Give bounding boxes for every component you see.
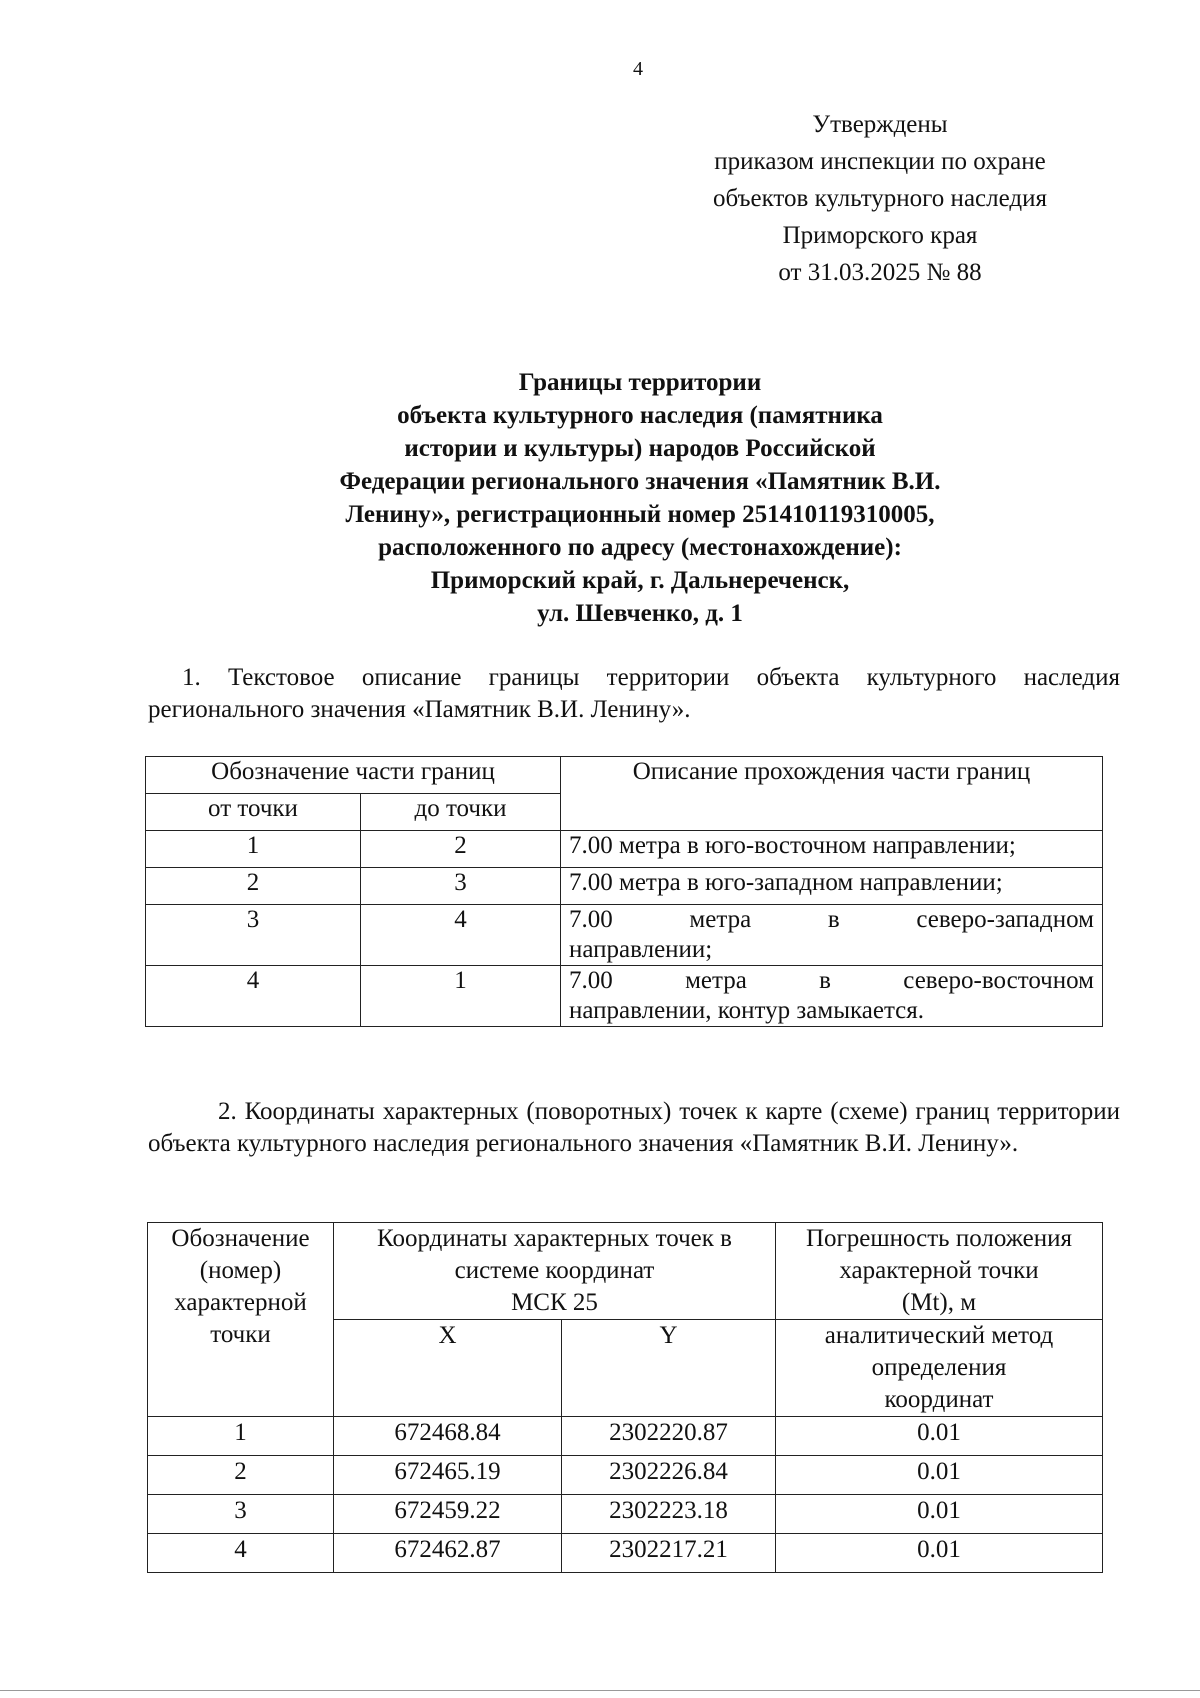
title-line: Границы территории [518,369,762,396]
section2-paragraph [148,1096,1120,1160]
header-method [776,1320,1103,1417]
header-point-id [148,1223,334,1417]
title-line: расположенного по адресу (местонахождение): [378,534,902,561]
section2-text: 2. Координаты характерных (поворотных) точек к карте (схеме) границ территории объекта культурного наследия регионального значения «Памятник В.И. Ленину». [148,1098,1120,1157]
from-point-cell: 2 [146,868,361,905]
approval-line: Приморского края [782,222,978,249]
error-cell: 0.01 [776,1417,1103,1456]
document-title [230,366,1050,630]
desc-cell [561,905,1103,966]
table-row [148,1417,1103,1456]
approval-block [660,106,1100,291]
header-line: (номер) [199,1257,282,1284]
desc-cell [561,966,1103,1027]
error-cell: 0.01 [776,1456,1103,1495]
y-cell: 2302223.18 [562,1495,776,1534]
approval-line: от 31.03.2025 № 88 [778,259,982,286]
point-number-cell: 3 [148,1495,334,1534]
header-error [776,1223,1103,1320]
header-line: определения [871,1354,1007,1381]
boundary-description-table [145,756,1103,1027]
desc-word: северо-западном [916,906,1094,933]
header-line: МСК 25 [511,1289,598,1316]
from-point-cell: 1 [146,831,361,868]
header-line: Погрешность положения [805,1225,1073,1252]
to-point-cell: 1 [361,966,561,1027]
point-number-cell: 2 [148,1456,334,1495]
error-cell: 0.01 [776,1495,1103,1534]
desc-word: северо-восточном [903,967,1094,994]
section1-paragraph [148,662,1120,726]
header-line: координат [884,1386,994,1413]
title-line: ул. Шевченко, д. 1 [537,600,743,627]
desc-line: направлении, контур замыкается. [569,997,925,1024]
desc-word: метра [685,967,747,994]
point-number-cell: 4 [148,1534,334,1573]
table-row [148,1534,1103,1573]
title-line: истории и культуры) народов Российской [404,435,876,462]
header-line: характерной точки [839,1257,1039,1284]
approval-line: объектов культурного наследия [713,185,1047,212]
header-line: аналитический метод [824,1322,1054,1349]
header-line: Координаты характерных точек в [377,1225,732,1252]
x-cell: 672459.22 [334,1495,562,1534]
table-row [148,1495,1103,1534]
to-point-cell: 4 [361,905,561,966]
header-y: Y [562,1320,776,1417]
header-boundary-part: Обозначение части границ [146,757,561,794]
error-cell: 0.01 [776,1534,1103,1573]
table-row [148,1456,1103,1495]
page-bottom-edge [0,1690,1200,1691]
section1-text: 1. Текстовое описание границы территории объекта культурного наследия регионального значения «Памятник В.И. Ленину». [148,664,1120,723]
desc-cell: 7.00 метра в юго-западном направлении; [561,868,1103,905]
point-number-cell: 1 [148,1417,334,1456]
desc-word: 7.00 [569,967,613,994]
header-line: системе координат [454,1257,655,1284]
header-line: характерной [174,1289,307,1316]
header-x: X [334,1320,562,1417]
table-row [146,905,1103,966]
page-number: 4 [633,58,643,80]
header-to-point: до точки [361,794,561,831]
title-line: объекта культурного наследия (памятника [397,402,883,429]
table-row [146,831,1103,868]
header-line: (Mt), м [901,1289,977,1316]
x-cell: 672462.87 [334,1534,562,1573]
title-line: Ленину», регистрационный номер 251410119310005, [345,501,935,528]
desc-word: метра [689,906,752,933]
x-cell: 672465.19 [334,1456,562,1495]
coordinates-table [147,1222,1103,1573]
table-row [146,966,1103,1027]
desc-cell: 7.00 метра в юго-восточном направлении; [561,831,1103,868]
x-cell: 672468.84 [334,1417,562,1456]
y-cell: 2302220.87 [562,1417,776,1456]
approval-line: приказом инспекции по охране [714,148,1046,175]
header-line: Обозначение [171,1225,310,1252]
y-cell: 2302217.21 [562,1534,776,1573]
title-line: Федерации регионального значения «Памятник В.И. [339,468,941,495]
title-line: Приморский край, г. Дальнереченск, [430,567,850,594]
from-point-cell: 3 [146,905,361,966]
header-boundary-desc: Описание прохождения части границ [561,757,1103,831]
to-point-cell: 3 [361,868,561,905]
y-cell: 2302226.84 [562,1456,776,1495]
from-point-cell: 4 [146,966,361,1027]
header-from-point: от точки [146,794,361,831]
desc-word: в [819,967,831,994]
header-line: точки [210,1321,271,1348]
table-row [146,868,1103,905]
desc-line: направлении; [569,936,713,963]
header-coordinates [334,1223,776,1320]
desc-word: 7.00 [569,906,613,933]
to-point-cell: 2 [361,831,561,868]
approval-line: Утверждены [812,111,948,138]
desc-word: в [827,906,840,933]
